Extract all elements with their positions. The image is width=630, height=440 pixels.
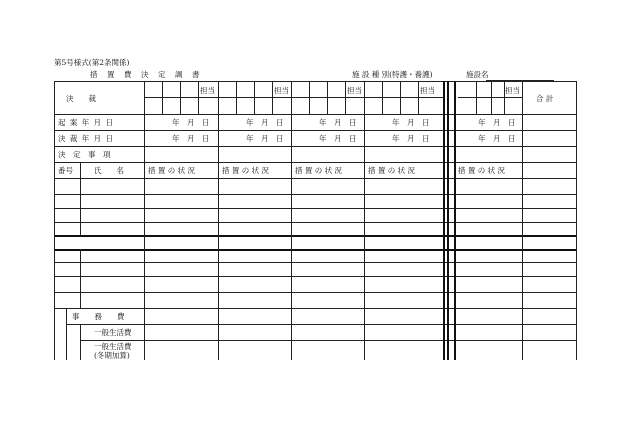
stamp-div — [236, 81, 237, 114]
rule-number-col — [80, 162, 81, 235]
date-cell[interactable]: 年 月 日 — [172, 118, 210, 127]
form-number: 第5号様式(第2条関係) — [54, 58, 130, 67]
document-title: 措 置 費 決 定 調 書 — [90, 70, 201, 79]
rule-expense-indent-1 — [66, 308, 67, 360]
living-winter-label-1: 一般生活費 — [94, 342, 132, 351]
stamp-div — [254, 81, 255, 114]
total-label: 合 計 — [536, 94, 554, 103]
rule-items-bottom — [54, 162, 576, 163]
rule-lower-5 — [66, 324, 576, 325]
rule-expense-indent-2 — [80, 324, 81, 360]
stamp-div — [491, 81, 492, 114]
rule-top — [54, 81, 576, 82]
rule-lower-6 — [80, 340, 576, 341]
stamp-div — [327, 81, 328, 114]
rule-double-1 — [443, 81, 445, 360]
rule-row-3 — [54, 222, 576, 223]
living-expense-label: 一般生活費 — [94, 328, 132, 337]
measure-status-header: 措 置 の 状 況 — [295, 166, 343, 175]
rule-col-d — [364, 81, 365, 360]
rule-col-a — [144, 81, 145, 360]
rule-approval-mid-right — [458, 97, 522, 98]
facility-name-label: 施設名 — [466, 70, 489, 79]
name-header: 氏 名 — [94, 166, 124, 175]
stamp-div — [345, 81, 346, 114]
charge-label: 担当 — [505, 86, 520, 95]
decision-items-label: 決 定 事 項 — [58, 150, 111, 159]
date-cell[interactable]: 年 月 日 — [172, 134, 210, 143]
rule-left — [54, 81, 55, 360]
date-cell[interactable]: 年 月 日 — [478, 118, 516, 127]
stamp-div — [180, 81, 181, 114]
measure-status-header: 措 置 の 状 況 — [458, 166, 506, 175]
date-cell[interactable]: 年 月 日 — [246, 118, 284, 127]
approval-label: 決 裁 — [66, 94, 96, 103]
rule-double-3 — [454, 81, 456, 360]
stamp-div — [198, 81, 199, 114]
decision-date-label: 決 裁 年 月 日 — [58, 134, 115, 143]
rule-decision-bottom — [54, 146, 576, 147]
rule-approval-bottom — [54, 114, 576, 115]
rule-lower-3 — [54, 292, 576, 293]
measure-status-header: 措 置 の 状 況 — [148, 166, 196, 175]
stamp-div — [400, 81, 401, 114]
rule-col-c — [291, 81, 292, 360]
living-winter-label-2: (冬期加算) — [94, 351, 130, 360]
rule-approval-mid — [144, 97, 444, 98]
rule-col-b — [218, 81, 219, 360]
rule-header-bottom — [54, 178, 576, 179]
stamp-div — [476, 81, 477, 114]
measure-status-header: 措 置 の 状 況 — [222, 166, 270, 175]
charge-label: 担当 — [200, 86, 215, 95]
rule-lower-1 — [54, 262, 576, 263]
date-cell[interactable]: 年 月 日 — [392, 134, 430, 143]
charge-label: 担当 — [347, 86, 362, 95]
measure-status-header: 措 置 の 状 況 — [368, 166, 416, 175]
stamp-div — [162, 81, 163, 114]
draft-date-label: 起 案 年 月 日 — [58, 118, 115, 127]
office-expense-label: 事 務 費 — [72, 312, 125, 321]
rule-section-break-1 — [54, 235, 576, 237]
date-cell[interactable]: 年 月 日 — [319, 118, 357, 127]
date-cell[interactable]: 年 月 日 — [392, 118, 430, 127]
stamp-div — [272, 81, 273, 114]
charge-label: 担当 — [420, 86, 435, 95]
date-cell[interactable]: 年 月 日 — [246, 134, 284, 143]
rule-row-2 — [54, 208, 576, 209]
stamp-div — [309, 81, 310, 114]
rule-number-col-lower — [80, 249, 81, 308]
date-cell[interactable]: 年 月 日 — [319, 134, 357, 143]
rule-lower-4 — [54, 308, 576, 309]
rule-right — [576, 81, 577, 360]
charge-label: 担当 — [274, 86, 289, 95]
rule-section-break-2 — [54, 249, 576, 251]
date-cell[interactable]: 年 月 日 — [478, 134, 516, 143]
rule-lower-2 — [54, 276, 576, 277]
rule-draft-bottom — [54, 130, 576, 131]
number-header: 番号 — [58, 166, 73, 175]
rule-total-col — [522, 81, 523, 360]
rule-double-2 — [447, 81, 449, 360]
stamp-div — [382, 81, 383, 114]
stamp-div — [418, 81, 419, 114]
rule-row-1 — [54, 194, 576, 195]
facility-category: 施 設 種 別(特護・養護) — [352, 70, 433, 79]
